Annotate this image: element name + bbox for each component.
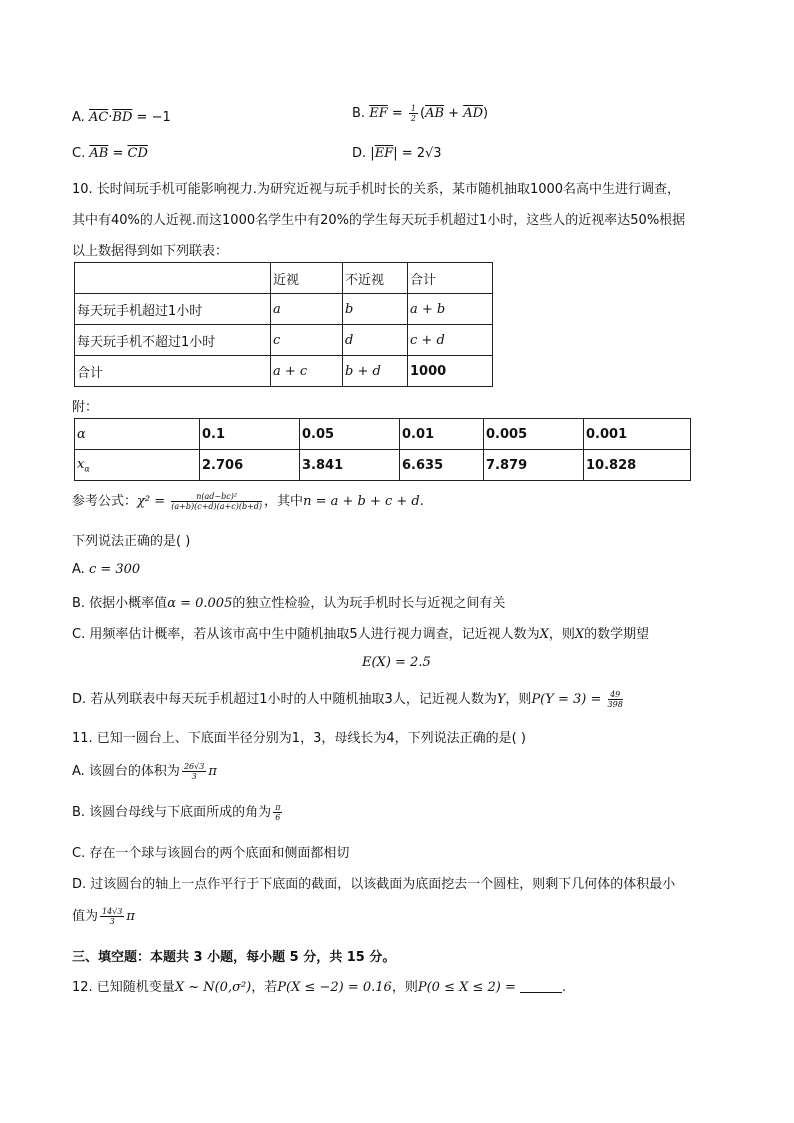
table-cell: 7.879 (484, 450, 584, 481)
table-cell: 0.1 (200, 419, 300, 450)
table-cell: 每天玩手机超过1小时 (75, 294, 271, 325)
section-heading: 三、填空题：本题共 3 小题，每小题 5 分，共 15 分。 (72, 950, 396, 965)
table-row (75, 294, 493, 325)
q10-option-d: D. 若从列联表中每天玩手机超过1小时的人中随机抽取3人，记近视人数为Y，则P(Y = 3) = $\frac{49}{398}$ (72, 690, 623, 709)
q10-option-c-formula: E(X) = 2.5 (362, 655, 431, 670)
table-cell: d (343, 325, 408, 356)
q11-option-d-cont: 值为 $\frac{14√3}{3}$ π (72, 907, 135, 926)
table-cell: 0.05 (300, 419, 400, 450)
table-cell: 0.005 (484, 419, 584, 450)
q11-line1: 11. 已知一圆台上、下底面半径分别为1，3，母线长为4，下列说法正确的是( ) (72, 731, 526, 746)
table-row (75, 419, 691, 450)
q10-line2: 其中有40%的人近视.而这1000名学生中有20%的学生每天玩手机超过1小时，这些人的近视率达50%根据 (72, 213, 686, 228)
table-cell (75, 263, 271, 294)
table-cell: 0.01 (400, 419, 484, 450)
table-cell: 近视 (271, 263, 343, 294)
table-row (75, 325, 493, 356)
table-cell: a (271, 294, 343, 325)
table-cell: 合计 (75, 356, 271, 387)
table-cell: 合计 (408, 263, 493, 294)
table-row (75, 450, 691, 481)
q10-option-c: C. 用频率估计概率，若从该市高中生中随机抽取5人进行视力调查，记近视人数为X，则X的数学期望 (72, 627, 650, 642)
q10-line1: 10. 长时间玩手机可能影响视力.为研究近视与玩手机时长的关系，某市随机抽取1000名高中生进行调查， (72, 182, 681, 197)
table-cell: 10.828 (584, 450, 691, 481)
contingency-table (74, 262, 493, 387)
appendix-label: 附： (72, 400, 99, 415)
table-cell: 1000 (408, 356, 493, 387)
q12: 12. 已知随机变量X ~ N(0,σ²)，若P(X ≤ −2) = 0.16，则P(0 ≤ X ≤ 2) = . (72, 980, 567, 995)
table-cell: c (271, 325, 343, 356)
table-cell: α (75, 419, 200, 450)
reference-formula: 参考公式：χ² = $\frac{\text{n(ad−bc)²}}{(a+b)(c+d)(a+c)(b+d)}$ ，其中n = a + b + c + d. (72, 492, 424, 511)
q10-option-b: B. 依据小概率值α = 0.005的独立性检验，认为玩手机时长与近视之间有关 (72, 596, 506, 611)
option-9c: C. $\overline{AB} = \overline{CD}$ (72, 146, 148, 161)
critical-value-table (74, 418, 691, 481)
table-cell: 不近视 (343, 263, 408, 294)
option-9b: B. $\overline{EF}$ = $\frac{1}{2}$ $(\overline{AB} + \overline{AD})$ (352, 104, 489, 123)
table-row (75, 263, 493, 294)
table-cell: 每天玩手机不超过1小时 (75, 325, 271, 356)
q10-option-a: A. c = 300 (72, 562, 141, 577)
table-cell: 2.706 (200, 450, 300, 481)
q10-line3: 以上数据得到如下列联表： (72, 244, 229, 259)
option-9a: A. $\overline{AC}\cdot\overline{BD} = -1$ (72, 110, 171, 125)
q11-option-c: C. 存在一个球与该圆台的两个底面和侧面都相切 (72, 846, 350, 861)
table-cell: c + d (408, 325, 493, 356)
table-cell: 3.841 (300, 450, 400, 481)
q11-option-a: A. 该圆台的体积为 $\frac{26√3}{3}$ π (72, 762, 217, 781)
table-cell: 6.635 (400, 450, 484, 481)
table-cell: b + d (343, 356, 408, 387)
table-cell: $x_\alpha$ (75, 450, 200, 481)
q11-option-b: B. 该圆台母线与下底面所成的角为 $\frac{\pi}{6}$ (72, 803, 281, 822)
table-cell: 0.001 (584, 419, 691, 450)
answer-blank[interactable] (520, 980, 562, 993)
table-cell: a + c (271, 356, 343, 387)
table-cell: a + b (408, 294, 493, 325)
q10-question: 下列说法正确的是( ) (72, 534, 191, 549)
q11-option-d: D. 过该圆台的轴上一点作平行于下底面的截面，以该截面为底面挖去一个圆柱，则剩下几何体的体积最小 (72, 877, 676, 892)
table-cell: b (343, 294, 408, 325)
option-9d: D. $|\overline{EF}| = 2√3$ (352, 146, 442, 161)
table-row (75, 356, 493, 387)
